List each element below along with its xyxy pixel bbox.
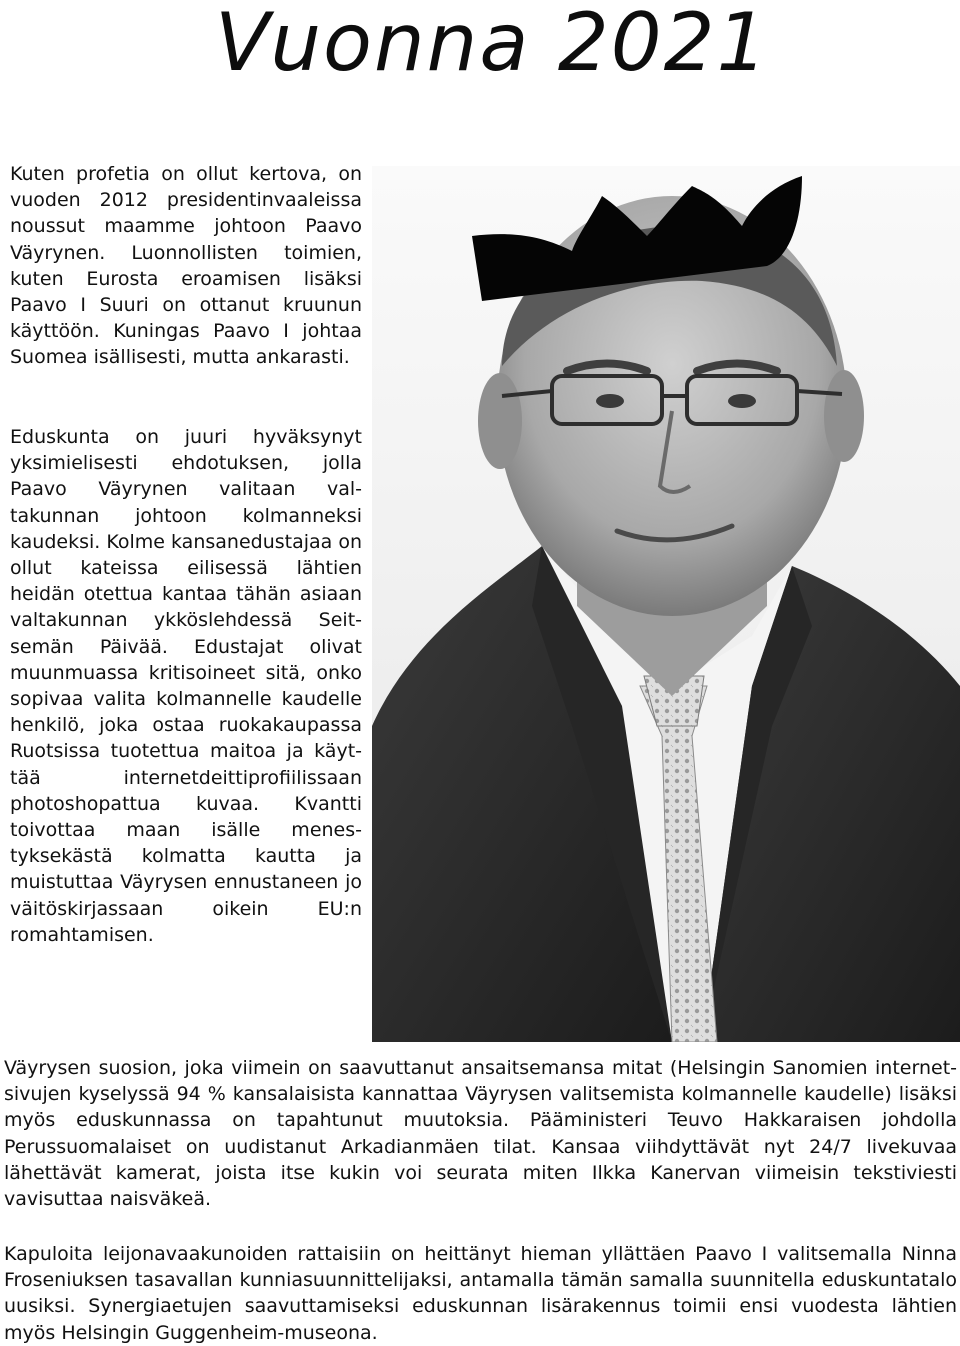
ear-left (478, 373, 522, 469)
article-title: Vuonna 2021 (215, 0, 770, 89)
popularity-paragraph: Väyrysen suosion, joka viimein on saavuttanut ansaitsemansa mitat (Helsingin Sanomien internet-sivujen kyselyssä 94 % kansalaisista kannattaa Väyrysen valitsemista kolmannelle kaudelle) lisäksi myös eduskunnassa on tapahtunut muutoksia. Pääministeri Teuvo Hakkaraisen johdolla Perussuomalaiset on uudistanut Arkadianmäen tilat. Kansaa viihdyttävät nyt 24/7 livekuvaa lähettävät kamerat, joista itse kukin voi seurata miten Ilkka Kanervan viimeisin tekstiviesti vavisuttaa naisväkeä. (4, 1057, 957, 1211)
eye-left (596, 394, 624, 408)
intro-paragraph: Kuten profetia on ollut kertova, on vuoden 2012 presidentinvaaleissa noussut maamme johtoon Paavo Väyrynen. Luonnollisten toimien, kuten Eurosta eroamisen lisäksi Paavo I Suuri on ottanut kruunun käyttöön. Kuningas Paavo I johtaa Suomea isällisesti, mutta ankarasti. (10, 163, 362, 369)
eye-right (728, 394, 756, 408)
eduskunta-paragraph: Eduskunta on juuri hyväksynyt yksimielisesti ehdotuksen, jolla Paavo Väyrynen valitaan valtakunnan johtoon kolmanneksi kaudeksi. Kolme kansanedustajaa on ollut kateissa eilisessä lähtien heidän otettua kantaa tähän asiaan valtakunnan ykköslehdessä Seitsemän Päivää. Edustajat olivat muunmuassa kritisoineet sitä, onko sopivaa valita kolmannelle kaudelle henkilö, joka ostaa ruokakaupassa Ruotsissa tuotettua maitoa ja käyttää internetdeittiprofiilissaan photoshopattua kuvaa. Kvantti toivottaa maan isälle menestyksekästä kolmatta kautta ja muistuttaa Väyrysen ennustaneen jo väitöskirjassaan oikein EU:n romahtamisen. (10, 426, 363, 946)
frosenius-paragraph: Kapuloita leijonavaakunoiden rattaisiin on heittänyt hieman yllättäen Paavo I valitsemalla Ninna Froseniuksen tasavallan kunniasuunnittelijaksi, antamalla tämän samalla suunnitella eduskuntatalo uusiksi. Synergiaetujen saavuttamiseksi eduskunnan lisärakennus toimii ensi vuodesta lähtien myös Helsingin Guggenheim-museona. (4, 1243, 957, 1344)
crowned-portrait-photo (372, 166, 960, 1042)
ear-right (824, 370, 864, 462)
